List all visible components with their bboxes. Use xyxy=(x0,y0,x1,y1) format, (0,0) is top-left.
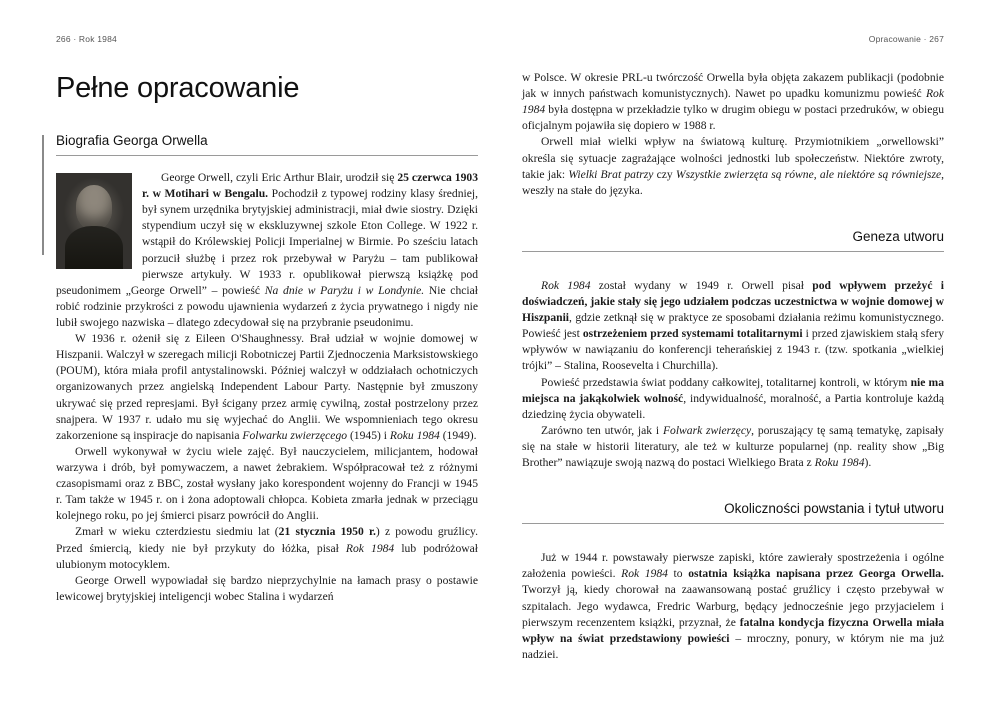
running-head-right: Opracowanie · 267 xyxy=(868,34,944,44)
two-column-layout xyxy=(56,70,944,663)
section-title-biography: Biografia Georga Orwella xyxy=(56,133,478,156)
paragraph-geneza-3: Zarówno ten utwór, jak i Folwark zwierzęcy, poruszający tę samą tematykę, zapisały się na stałe w historii literatury, ale też w kulturze popularnej (np. reality show „Big Brother” nawiązuje swoją nazwą do postaci Wielkiego Brata z Roku 1984). xyxy=(522,423,944,470)
paragraph-biography-2: W 1936 r. ożenił się z Eileen O'Shaughnessy. Brał udział w wojnie domowej w Hiszpanii. Walczył w szeregach milicji Robotniczej Partii Zjednoczenia Marksistowskiego (POUM), która miała profil antystalinowski. Później walczył w oddziałach ochotniczych organizowanych przez angielską Independent Labour Party. Następnie był zmuszony ukrywać się przed represjami. Był ścigany przez armię cywilną, został postrzelony przez snajpera. W 1937 r. udało mu się wyjechać do Anglii. We wspomnieniach tego okresu zakorzenione są inspiracje do napisania Folwarku zwierzęcego (1945) i Roku 1984 (1949). xyxy=(56,332,478,442)
paragraph-biography-5: George Orwell wypowiadał się bardzo nieprzychylnie na łamach prasy o postawie lewicowej brytyjskiej inteligencji wobec Stalina i wydarzeń xyxy=(56,573,478,603)
right-column xyxy=(522,70,944,663)
paragraph-okolicznosci-1: Już w 1944 r. powstawały pierwsze zapiski, które zawierały spostrzeżenia i ogólne założenia powieści. Rok 1984 to ostatnia książka napisana przez Georga Orwella. Tworzył ją, kiedy chorował na zaawansowaną postać gruźlicy i często przebywał w szpitalach. Jego wydawca, Fredric Warburg, będący jednocześnie jego przyjacielem i pierwszym recenzentem książki, przyznał, że fatalna kondycja fizyczna Orwella miała wpływ na świat przedstawiony powieści – mroczny, ponury, w którym nie ma już nadziei. xyxy=(522,551,944,661)
paragraph-biography-4: Zmarł w wieku czterdziestu siedmiu lat (21 stycznia 1950 r.) z powodu gruźlicy. Przed śmiercią, kiedy nie był przykuty do łóżka, pisał Rok 1984 lub podróżował ulubionym motocyklem. xyxy=(56,525,478,571)
spacer xyxy=(522,471,944,501)
page-title: Pełne opracowanie xyxy=(56,72,300,104)
paragraph-geneza-1: Rok 1984 został wydany w 1949 r. Orwell pisał pod wpływem przeżyć i doświadczeń, jakie stały się jego udziałem podczas uczestnictwa w wojnie domowej w Hiszpanii, gdzie zetknął się w praktyce ze sposobami działania reżimu komunistycznego. Powieść jest ostrzeżeniem przed systemami totalitarnymi i przed zjawiskiem stałą sfery wpływów w nawiązaniu do konferencji teherańskiej z 1943 r. (tzw. spotkania „wielkiej trójki” – Stalina, Roosevelta i Churchilla). xyxy=(522,278,944,373)
paragraph-biography-3: Orwell wykonywał w życiu wiele zajęć. Był nauczycielem, milicjantem, hodował warzywa i drób, był pomywaczem, a nawet żebrakiem. Współpracował też z różnymi czasopismami oraz z BBC, został wysłany jako korespondent wojenny do Francji w 1945 r. Tam także w 1945 r. on i żona adoptowali chłopca. Kobieta zmarła jednak w przeciągu kolejnego roku, po jej śmierci pisarz powrócił do Anglii. xyxy=(56,444,478,523)
section-title-geneza: Geneza utworu xyxy=(522,229,944,252)
spacer xyxy=(522,538,944,550)
section-rule xyxy=(42,135,44,255)
spacer xyxy=(522,266,944,278)
portrait-photo xyxy=(56,173,132,269)
paragraph-biography-1: George Orwell, czyli Eric Arthur Blair, urodził się 25 czerwca 1903 r. w Motihari w Bengalu. Pochodził z typowej rodziny klasy średniej, był synem urzędnika brytyjskiej administracji, miał dwie siostry. Dzięki stypendium uczył się w ekskluzywnej szkole Eton College. W 1922 r. wstąpił do Królewskiej Policji Imperialnej w Birmie. Po sześciu latach porzucił służbę i przez rok przebywał w Paryżu – tam publikował pierwsze artykuły. W 1933 r. opublikował pierwszą książkę pod pseudonimem „George Orwell” – powieść Na dnie w Paryżu i w Londynie. Nie chciał robić rodzinie przykrości z powodu ujawnienia wydarzeń z życia prywatnego i nigdy nie lubił swojego nazwiska – dlatego zdecydował się na przybranie pseudonimu. xyxy=(56,171,478,329)
running-head-left: 266 · Rok 1984 xyxy=(56,34,117,44)
paragraph-continuation-2: Orwell miał wielki wpływ na światową kulturę. Przymiotnikiem „orwellowski” określa się sytuacje zagrażające wolności jednostki lub społeczeństw. Niektóre zwroty, takie jak: Wielki Brat patrzy czy Wszystkie zwierzęta są równe, ale niektóre są równiejsze, weszły na stałe do języka. xyxy=(522,135,945,197)
running-heads xyxy=(56,34,944,44)
left-column xyxy=(56,70,478,605)
paragraph-continuation-1: w Polsce. W okresie PRL-u twórczość Orwella była objęta zakazem publikacji (podobnie jak w innych państwach komunistycznych). Nawet po upadku komunizmu powieść Rok 1984 była dostępna w przekładzie tylko w drugim obiegu w postaci przedruków, w obiegu oficjalnym pojawiła się dopiero w 1988 r. xyxy=(522,71,944,133)
section-title-okolicznosci: Okoliczności powstania i tytuł utworu xyxy=(522,501,944,524)
paragraph-geneza-2: Powieść przedstawia świat poddany całkowitej, totalitarnej kontroli, w którym nie ma miejsca na jakąkolwiek wolność, indywidualność, moralność, a Partia kontroluje każdą dziedzinę życia obywateli. xyxy=(522,375,945,421)
spacer xyxy=(522,199,944,229)
